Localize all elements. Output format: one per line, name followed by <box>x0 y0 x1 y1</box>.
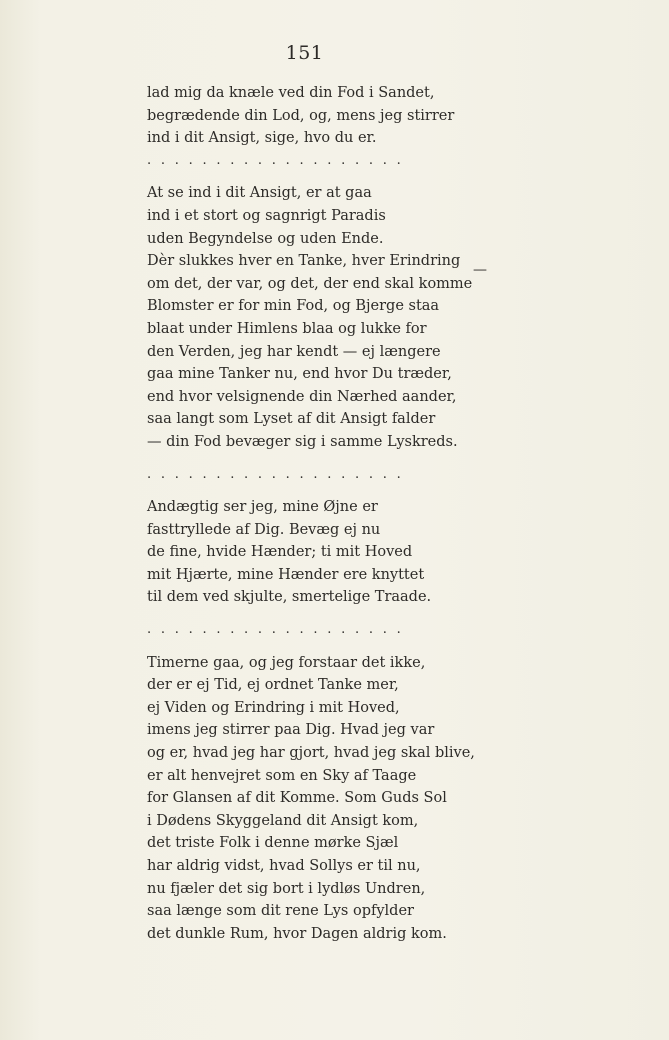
poem-line: de fine, hvide Hænder; ti mit Hoved <box>147 544 413 561</box>
poem-line: til dem ved skjulte, smertelige Traade. <box>147 589 432 606</box>
separator-dots: . . . . . . . . . . . . . . . . . . . <box>147 466 404 482</box>
poem-line: saa langt som Lyset af dit Ansigt falder <box>147 411 436 428</box>
poem-line: for Glansen af dit Komme. Som Guds Sol <box>147 790 447 807</box>
poem-line: det triste Folk i denne mørke Sjæl <box>147 835 399 852</box>
poem-line: i Dødens Skyggeland dit Ansigt kom, <box>147 812 419 829</box>
poem-line: At se ind i dit Ansigt, er at gaa <box>147 185 372 202</box>
poem-line: ej Viden og Erindring i mit Hoved, <box>147 699 400 716</box>
poem-line: Dèr slukkes hver en Tanke, hver Erindring <box>147 253 461 270</box>
poem-line: imens jeg stirrer paa Dig. Hvad jeg var <box>147 722 435 739</box>
poem-body <box>147 82 507 945</box>
poem-line: og er, hvad jeg har gjort, hvad jeg skal blive, <box>147 745 475 762</box>
poem-line: fasttryllede af Dig. Bevæg ej nu <box>147 521 381 538</box>
poem-line: ind i dit Ansigt, sige, hvo du er. <box>147 130 377 147</box>
poem-line: ind i et stort og sagnrigt Paradis <box>147 207 386 224</box>
poem-line: lad mig da knæle ved din Fod i Sandet, <box>147 85 435 101</box>
poem-line: Andægtig ser jeg, mine Øjne er <box>147 499 378 516</box>
poem-line: er alt henvejret som en Sky af Taage <box>147 767 417 784</box>
poem-line: blaat under Himlens blaa og lukke for <box>147 320 427 337</box>
poem-line: gaa mine Tanker nu, end hvor Du træder, <box>147 366 452 383</box>
poem-line: det dunkle Rum, hvor Dagen aldrig kom. <box>147 925 447 942</box>
poem-line: — din Fod bevæger sig i samme Lyskreds. <box>147 433 458 450</box>
poem-line: Timerne gaa, og jeg forstaar det ikke, <box>147 654 426 671</box>
poem-line: Blomster er for min Fod, og Bjerge staa <box>147 298 440 315</box>
page-number: 151 <box>285 42 324 64</box>
poem-line: nu fjæler det sig bort i lydløs Undren, <box>147 880 426 897</box>
poem-line: der er ej Tid, ej ordnet Tanke mer, <box>147 677 399 694</box>
poem-line: den Verden, jeg har kendt — ej længere <box>147 343 441 360</box>
poem-line: om det, der var, og det, der end skal komme <box>147 275 473 292</box>
poem-line: uden Begyndelse og uden Ende. <box>147 230 384 247</box>
separator-dots: . . . . . . . . . . . . . . . . . . . <box>147 152 404 168</box>
poem-line: mit Hjærte, mine Hænder ere knyttet <box>147 566 425 583</box>
poem-line: saa længe som dit rene Lys opfylder <box>147 903 414 920</box>
separator-dots: . . . . . . . . . . . . . . . . . . . <box>147 622 404 638</box>
margin-dash: — <box>473 262 487 278</box>
poem-line: begrædende din Lod, og, mens jeg stirrer <box>147 107 455 124</box>
poem-line: har aldrig vidst, hvad Sollys er til nu, <box>147 858 421 874</box>
poem-line: end hvor velsignende din Nærhed aander, <box>147 388 457 405</box>
